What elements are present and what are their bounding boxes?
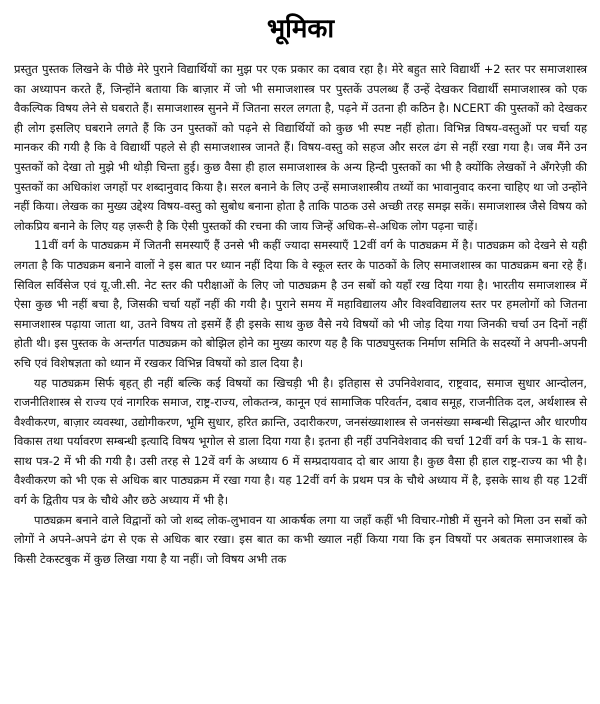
paragraph-3: यह पाठ्यक्रम सिर्फ बृहत् ही नहीं बल्कि कई विषयों का खिचड़ी भी है। इतिहास से उपनिवेशवाद, राष्ट्रवाद, समाज सुधार आन्दोलन, राजनीतिशास्त्र से राज्य एवं नागरिक समाज, राष्ट्र-राज्य, लोकतन्त्र, कानून एवं सामाजिक परिवर्तन, दबाव समूह, राजनीतिक दल, अर्थशास्त्र से वैश्वीकरण, बाज़ार व्यवस्था, उद्योगीकरण, भूमि सुधार, हरित क्रान्ति, उदारीकरण, जनसंख्याशास्त्र से जनसंख्या सम्बन्धी सिद्धान्त और धारणीय विकास तथा पर्यावरण सम्बन्धी इत्यादि विषय भूगोल से डाला दिया गया है। इतना ही नहीं उपनिवेशवाद की चर्चा 12वीं वर्ग के पत्र-1 के साथ-साथ पत्र-2 में भी की गयी है। उसी तरह से 12वें वर्ग के अध्याय 6 में सम्प्रदायवाद दो बार आया है। कुछ वैसा ही हाल राष्ट्र-राज्य का भी है। वैश्वीकरण को भी एक से अधिक बार पाठ्यक्रम में रखा गया है। यह 12वीं वर्ग के प्रथम पत्र के चौथे अध्याय में है, इसके साथ ही यह 12वीं वर्ग के द्वितीय पत्र के चौथे और छठे अध्याय में भी है। bbox=[14, 375, 587, 508]
paragraph-2: 11वीं वर्ग के पाठ्यक्रम में जितनी समस्याएँ हैं उनसे भी कहीं ज्यादा समस्याएँ 12वीं वर्ग के पाठ्यक्रम में है। पाठ्यक्रम को देखने से यही लगता है कि पाठ्यक्रम बनाने वालों ने इस बात पर ध्यान नहीं दिया कि वे स्कूल स्तर के पाठकों के लिए समाजशास्त्र का पाठ्यक्रम बना रहे हैं। सिविल सर्विसेज एवं यू.जी.सी. नेट स्तर की परीक्षाओं के लिए जो पाठ्यक्रम है उन सबों को यहाँ रख दिया गया है। भारतीय समाजशास्त्र में ऐसा कुछ भी नहीं बचा है, जिसकी चर्चा यहाँ नहीं की गयी है। पुराने समय में महाविद्यालय और विश्वविद्यालय स्तर पर हमलोगों को जितना समाजशास्त्र पढ़ाया जाता था, उतने विषय तो इसमें हैं ही इसके साथ कुछ वैसे नये विषयों को भी जोड़ दिया गया जिनकी चर्चा उन दिनों नहीं होती थी। इस पुस्तक के अन्तर्गत पाठ्यक्रम को बोझिल होने का मुख्य कारण यह है कि पाठ्यपुस्तक निर्माण समिति के सदस्यों ने अपनी-अपनी रुचि एवं विशेषज्ञता को ध्यान में रखकर विभिन्न विषयों को डाल दिया है। bbox=[14, 238, 587, 370]
page-title: भूमिका bbox=[266, 14, 335, 44]
paragraph-1: प्रस्तुत पुस्तक लिखने के पीछे मेरे पुराने विद्यार्थियों का मुझ पर एक प्रकार का दबाव रहा है। मेरे बहुत सारे विद्यार्थी +2 स्तर पर समाजशास्त्र का अध्यापन करते हैं, जिन्होंने बताया कि बाज़ार में जो भी समाजशास्त्र पर पुस्तकें उपलब्ध हैं उन्हें देखकर विद्यार्थी समाजशास्त्र को एक वैकल्पिक विषय लेने से घबराते हैं। समाजशास्त्र सुनने में जितना सरल लगता है, पढ़ने में उतना ही कठिन है। NCERT की पुस्तकों को देखकर ही लोग इसलिए घबराने लगते हैं कि उन पुस्तकों को पढ़ने से विद्यार्थियों को कुछ भी स्पष्ट नहीं होता। विभिन्न विषय-वस्तुओं पर चर्चा यह मानकर की गयी है कि वे विद्यार्थी पहले से ही समाजशास्त्र जानते हैं। विषय-वस्तु को सहज और सरल ढंग से नहीं रखा गया है। जब मैंने उन पुस्तकों को देखा तो मुझे भी थोड़ी चिन्ता हुई। कुछ वैसा ही हाल समाजशास्त्र के अन्य हिन्दी पुस्तकों का भी है क्योंकि लेखकों ने अँगरेज़ी की पुस्तकों का अधिकांश जगहों पर शब्दानुवाद किया है। सरल बनाने के लिए उन्हें समाजशास्त्रीय तथ्यों का भावानुवाद करना चाहिए था जो उन्होंने नहीं किया। लेखक का मुख्य उद्देश्य विषय-वस्तु को सुबोध बनाना होता है ताकि पाठक उसे अच्छी तरह समझ सकें। समाजशास्त्र जैसे विषय को लोकप्रिय बनाने के लिए यह ज़रूरी है कि ऐसी पुस्तकों की रचना की जाय जिन्हें अधिक-से-अधिक लोग पढ़ना चाहें। bbox=[14, 62, 588, 233]
paragraph-4: पाठ्यक्रम बनाने वाले विद्वानों को जो शब्द लोक-लुभावन या आकर्षक लगा या जहाँ कहीं भी विचार-गोष्ठी में सुनने को मिला उन सबों को लोगों ने अपने-अपने ढंग से एक से अधिक बार रखा। इस बात का कभी ख्याल नहीं किया गया कि इन विषयों पर अबतक समाजशास्त्र के किसी टेकस्टबुक में कुछ लिखा गया है या नहीं। जो विषय अभी तक bbox=[14, 512, 587, 566]
